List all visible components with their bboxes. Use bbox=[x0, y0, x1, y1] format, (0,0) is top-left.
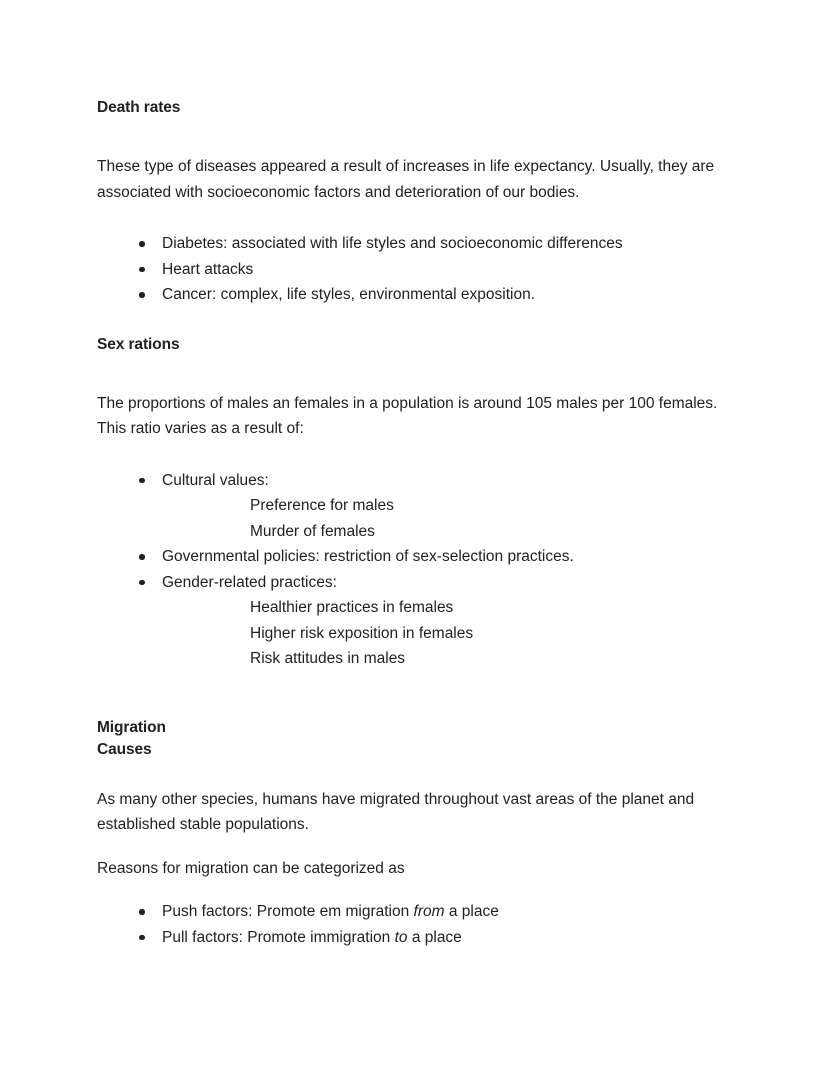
text-after-italic: a place bbox=[407, 928, 462, 946]
bullet-icon bbox=[139, 267, 145, 273]
spacer bbox=[97, 356, 720, 391]
bullet-icon bbox=[139, 554, 145, 560]
list-item: Higher risk exposition in females bbox=[250, 624, 474, 642]
paragraph-migration-intro: As many other species, humans have migrated throughout vast areas of the planet and established stable populations. bbox=[97, 790, 695, 833]
heading-migration: Migration bbox=[97, 718, 166, 736]
sublist-cultural-values bbox=[97, 493, 720, 544]
paragraph-sex-rations: The proportions of males an females in a population is around 105 males per 100 females. This ratio varies as a result of: bbox=[97, 394, 718, 437]
bullet-icon bbox=[139, 478, 145, 484]
list-item bbox=[97, 570, 720, 596]
list-sex-ratio-factors-cont bbox=[97, 544, 720, 595]
list-item bbox=[97, 925, 720, 951]
list-item-label: Gender-related practices: bbox=[162, 573, 337, 591]
spacer bbox=[97, 205, 720, 231]
list-item-label: Governmental policies: restriction of sex-selection practices. bbox=[162, 548, 574, 565]
sublist-gender-related-practices bbox=[97, 595, 720, 672]
list-migration-factors bbox=[97, 899, 720, 950]
paragraph-death-rates: These type of diseases appeared a result of increases in life expectancy. Usually, they are associated with socioeconomic factors and deterioration of our bodies. bbox=[97, 158, 715, 201]
text-before-italic: Pull factors: Promote immigration bbox=[162, 928, 395, 946]
emphasized-word: from bbox=[413, 903, 445, 920]
list-item-label: Cancer: complex, life styles, environmental exposition. bbox=[162, 286, 536, 303]
spacer bbox=[97, 881, 720, 899]
text-before-italic: Push factors: Promote em migration bbox=[162, 903, 414, 920]
emphasized-word: to bbox=[394, 928, 408, 946]
bullet-icon bbox=[139, 580, 145, 586]
spacer bbox=[97, 761, 720, 787]
list-item-label bbox=[162, 903, 499, 920]
bullet-icon bbox=[139, 935, 145, 941]
spacer bbox=[97, 838, 720, 856]
list-item bbox=[97, 231, 720, 257]
spacer bbox=[97, 308, 720, 334]
list-item bbox=[97, 468, 720, 494]
list-item bbox=[97, 282, 720, 308]
text-after-italic: a place bbox=[444, 903, 499, 920]
bullet-icon bbox=[139, 909, 145, 915]
paragraph-migration-reasons: Reasons for migration can be categorized as bbox=[97, 859, 405, 877]
heading-death-rates: Death rates bbox=[97, 99, 181, 116]
list-item bbox=[97, 544, 720, 570]
spacer bbox=[97, 672, 720, 717]
bullet-icon bbox=[139, 292, 145, 298]
list-item bbox=[97, 899, 720, 925]
document-body bbox=[97, 0, 720, 950]
list-item: Preference for males bbox=[250, 497, 394, 514]
list-item-label: Cultural values: bbox=[162, 471, 269, 489]
list-item bbox=[97, 257, 720, 283]
list-death-rate-causes bbox=[97, 231, 720, 308]
list-item: Healthier practices in females bbox=[250, 599, 454, 616]
list-item: Murder of females bbox=[250, 522, 375, 540]
bullet-icon bbox=[139, 241, 145, 247]
spacer bbox=[97, 119, 720, 154]
list-item: Risk attitudes in males bbox=[250, 650, 406, 667]
spacer bbox=[97, 442, 720, 468]
list-item-label: Heart attacks bbox=[162, 260, 254, 278]
list-item-label bbox=[162, 929, 462, 946]
list-sex-ratio-factors bbox=[97, 468, 720, 494]
heading-sex-rations: Sex rations bbox=[97, 335, 180, 353]
subheading-causes: Causes bbox=[97, 740, 152, 758]
list-item-label: Diabetes: associated with life styles and socioeconomic differences bbox=[162, 235, 623, 252]
